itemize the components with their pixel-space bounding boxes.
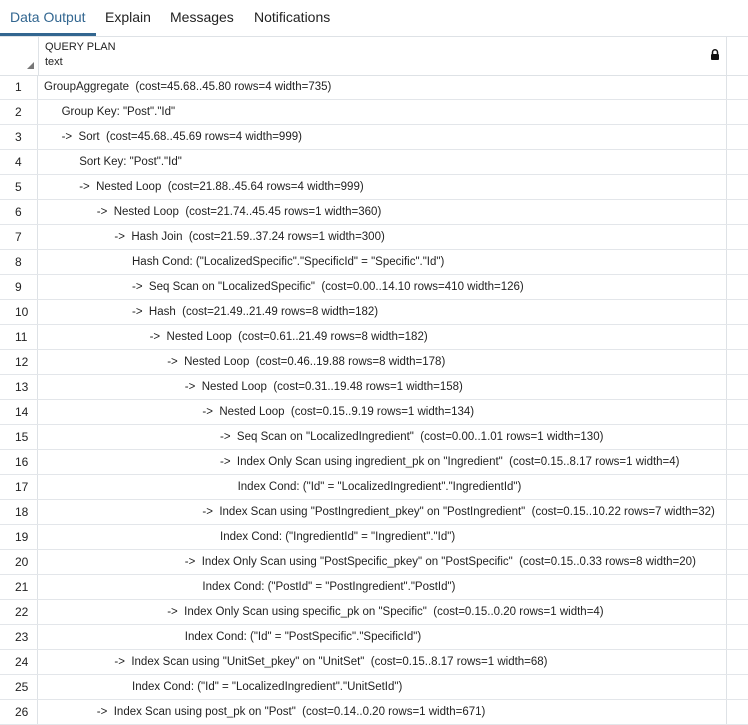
row-number[interactable]: 22	[0, 600, 38, 624]
column-name: QUERY PLAN	[45, 41, 116, 53]
table-row[interactable]	[0, 225, 748, 250]
row-number[interactable]: 26	[0, 700, 38, 724]
table-row[interactable]	[0, 75, 748, 100]
table-row[interactable]	[0, 375, 748, 400]
table-row[interactable]	[0, 575, 748, 600]
result-rows	[0, 75, 748, 719]
tab-notifications[interactable]: Notifications	[254, 9, 331, 25]
row-number[interactable]: 5	[0, 175, 38, 199]
query-plan-cell[interactable]: Index Cond: ("Id" = "LocalizedIngredient"."UnitSetId")	[38, 675, 727, 699]
table-row[interactable]	[0, 450, 748, 475]
query-plan-cell[interactable]: -> Nested Loop (cost=21.74..45.45 rows=1 width=360)	[38, 200, 727, 224]
row-number[interactable]: 17	[0, 475, 38, 499]
tab-messages[interactable]: Messages	[170, 9, 234, 25]
table-row[interactable]	[0, 650, 748, 675]
select-all-corner[interactable]	[0, 37, 39, 75]
query-plan-cell[interactable]: -> Sort (cost=45.68..45.69 rows=4 width=999)	[38, 125, 727, 149]
row-number[interactable]: 20	[0, 550, 38, 574]
row-number[interactable]: 9	[0, 275, 38, 299]
table-row[interactable]	[0, 700, 748, 725]
table-row[interactable]	[0, 250, 748, 275]
column-type: text	[45, 56, 63, 68]
table-row[interactable]	[0, 325, 748, 350]
table-row[interactable]	[0, 275, 748, 300]
row-number[interactable]: 12	[0, 350, 38, 374]
query-plan-cell[interactable]: Index Cond: ("IngredientId" = "Ingredient"."Id")	[38, 525, 727, 549]
row-number[interactable]: 7	[0, 225, 38, 249]
query-plan-cell[interactable]: -> Hash (cost=21.49..21.49 rows=8 width=182)	[38, 300, 727, 324]
query-plan-cell[interactable]: -> Seq Scan on "LocalizedSpecific" (cost=0.00..14.10 rows=410 width=126)	[38, 275, 727, 299]
table-row[interactable]	[0, 350, 748, 375]
table-row[interactable]	[0, 625, 748, 650]
active-tab-indicator	[0, 33, 96, 36]
row-number[interactable]: 2	[0, 100, 38, 124]
row-number[interactable]: 19	[0, 525, 38, 549]
table-row[interactable]	[0, 600, 748, 625]
query-plan-cell[interactable]: -> Index Only Scan using "PostSpecific_pkey" on "PostSpecific" (cost=0.15..0.33 rows=8 width=20)	[38, 550, 727, 574]
results-tab-bar	[0, 0, 748, 37]
query-plan-cell[interactable]: -> Nested Loop (cost=21.88..45.64 rows=4 width=999)	[38, 175, 727, 199]
row-number[interactable]: 21	[0, 575, 38, 599]
row-number[interactable]: 13	[0, 375, 38, 399]
table-row[interactable]	[0, 125, 748, 150]
row-number[interactable]: 6	[0, 200, 38, 224]
query-plan-cell[interactable]: Group Key: "Post"."Id"	[38, 100, 727, 124]
row-number[interactable]: 16	[0, 450, 38, 474]
table-row[interactable]	[0, 300, 748, 325]
table-row[interactable]	[0, 200, 748, 225]
column-header-query-plan[interactable]	[38, 37, 727, 75]
table-row[interactable]	[0, 675, 748, 700]
row-number[interactable]: 3	[0, 125, 38, 149]
query-plan-cell[interactable]: Index Cond: ("Id" = "PostSpecific"."SpecificId")	[38, 625, 727, 649]
table-row[interactable]	[0, 150, 748, 175]
query-plan-cell[interactable]: -> Nested Loop (cost=0.15..9.19 rows=1 width=134)	[38, 400, 727, 424]
table-row[interactable]	[0, 475, 748, 500]
query-plan-cell[interactable]: -> Index Scan using "PostIngredient_pkey" on "PostIngredient" (cost=0.15..10.22 rows=7 width=32)	[38, 500, 727, 524]
query-plan-cell[interactable]: -> Seq Scan on "LocalizedIngredient" (cost=0.00..1.01 rows=1 width=130)	[38, 425, 727, 449]
query-plan-cell[interactable]: GroupAggregate (cost=45.68..45.80 rows=4 width=735)	[38, 75, 727, 99]
query-plan-cell[interactable]: Index Cond: ("Id" = "LocalizedIngredient"."IngredientId")	[38, 475, 727, 499]
row-number[interactable]: 14	[0, 400, 38, 424]
query-plan-cell[interactable]: -> Index Scan using post_pk on "Post" (cost=0.14..0.20 rows=1 width=671)	[38, 700, 727, 724]
query-plan-cell[interactable]: -> Index Scan using "UnitSet_pkey" on "UnitSet" (cost=0.15..8.17 rows=1 width=68)	[38, 650, 727, 674]
tab-explain[interactable]: Explain	[105, 9, 151, 25]
row-number[interactable]: 8	[0, 250, 38, 274]
table-row[interactable]	[0, 525, 748, 550]
tab-data-output[interactable]: Data Output	[10, 9, 86, 25]
row-number[interactable]: 18	[0, 500, 38, 524]
query-plan-cell[interactable]: Hash Cond: ("LocalizedSpecific"."SpecificId" = "Specific"."Id")	[38, 250, 727, 274]
row-number[interactable]: 15	[0, 425, 38, 449]
table-row[interactable]	[0, 175, 748, 200]
corner-triangle-icon	[27, 62, 34, 69]
query-plan-cell[interactable]: -> Index Only Scan using ingredient_pk on "Ingredient" (cost=0.15..8.17 rows=1 width=4)	[38, 450, 727, 474]
query-plan-cell[interactable]: -> Nested Loop (cost=0.31..19.48 rows=1 width=158)	[38, 375, 727, 399]
table-row[interactable]	[0, 425, 748, 450]
row-number[interactable]: 4	[0, 150, 38, 174]
query-plan-cell[interactable]: -> Hash Join (cost=21.59..37.24 rows=1 width=300)	[38, 225, 727, 249]
query-plan-cell[interactable]: -> Nested Loop (cost=0.46..19.88 rows=8 width=178)	[38, 350, 727, 374]
table-row[interactable]	[0, 400, 748, 425]
row-number[interactable]: 1	[0, 75, 38, 99]
table-row[interactable]	[0, 550, 748, 575]
row-number[interactable]: 23	[0, 625, 38, 649]
query-plan-cell[interactable]: Sort Key: "Post"."Id"	[38, 150, 727, 174]
row-number[interactable]: 10	[0, 300, 38, 324]
lock-icon	[710, 49, 720, 60]
query-plan-cell[interactable]: -> Index Only Scan using specific_pk on "Specific" (cost=0.15..0.20 rows=1 width=4)	[38, 600, 727, 624]
query-plan-cell[interactable]: Index Cond: ("PostId" = "PostIngredient"."PostId")	[38, 575, 727, 599]
row-number[interactable]: 24	[0, 650, 38, 674]
query-plan-cell[interactable]: -> Nested Loop (cost=0.61..21.49 rows=8 width=182)	[38, 325, 727, 349]
grid-header	[0, 37, 748, 76]
row-number[interactable]: 25	[0, 675, 38, 699]
table-row[interactable]	[0, 500, 748, 525]
table-row[interactable]	[0, 100, 748, 125]
row-number[interactable]: 11	[0, 325, 38, 349]
